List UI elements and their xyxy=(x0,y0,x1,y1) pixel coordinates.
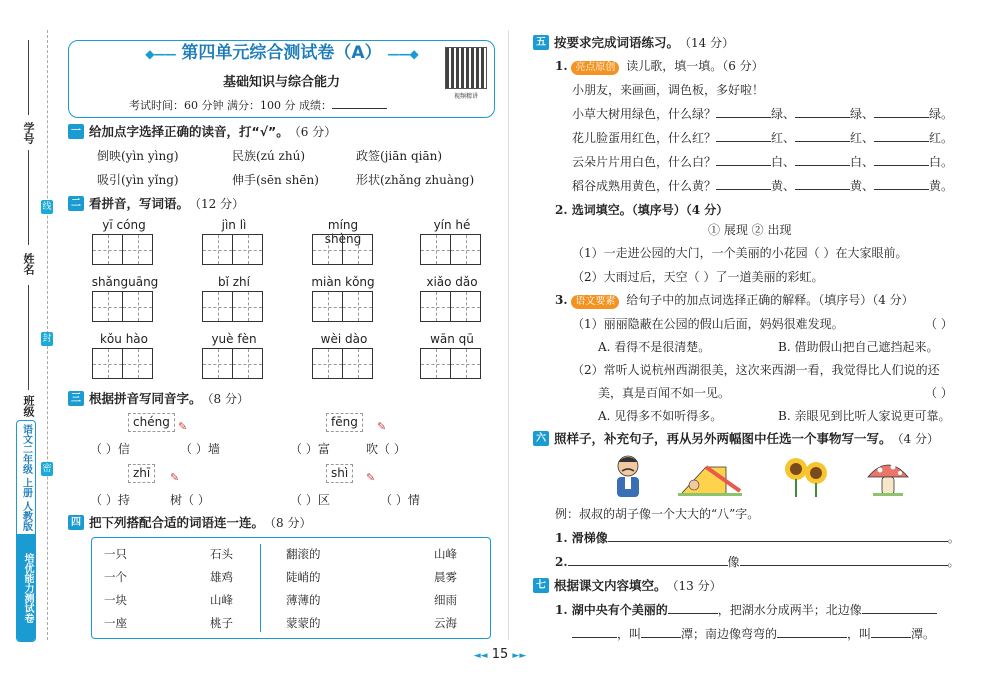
color-word: 绿。 xyxy=(929,107,954,121)
section-number: 三 xyxy=(68,391,84,406)
section-5-header xyxy=(533,33,734,51)
answer-blank[interactable] xyxy=(568,553,728,566)
title-decoration-left: ◆—— xyxy=(145,47,176,61)
page-number: 15 xyxy=(491,647,509,662)
section-7-header xyxy=(533,576,722,594)
section-points: （13 分） xyxy=(666,578,722,593)
matching-box xyxy=(91,537,491,639)
q2-sentence[interactable]: （2）大雨过后，天空（ ）了一道美丽的彩虹。 xyxy=(572,270,824,284)
uncle-mustache-illustration xyxy=(605,452,651,498)
pencil-icon: ✎ xyxy=(178,420,188,433)
page-number-row xyxy=(0,647,1000,662)
section-number: 五 xyxy=(533,35,549,50)
section-points: （6 分） xyxy=(288,124,337,139)
color-blank[interactable] xyxy=(795,153,850,166)
pinyin-label: miàn kǒng xyxy=(311,275,375,289)
match-word[interactable]: 一座 xyxy=(104,616,127,630)
poem-line: 小朋友，来画画，调色板，多好啦！ xyxy=(572,83,765,97)
s7-line-2 xyxy=(572,625,935,642)
homophone-blank[interactable]: （ ）富 xyxy=(290,442,330,456)
section-points: （14 分） xyxy=(679,35,735,50)
match-word[interactable]: 雄鸡 xyxy=(210,570,233,584)
pinyin-prompt: fēng xyxy=(326,413,363,432)
color-word: 黄、 xyxy=(771,179,796,193)
q3-option[interactable]: B. 亲眼见到比听人家说更可靠。 xyxy=(778,409,951,423)
color-blank[interactable] xyxy=(874,153,929,166)
pencil-icon: ✎ xyxy=(366,471,376,484)
s6-line-1 xyxy=(555,529,960,546)
color-word: 白。 xyxy=(929,155,954,169)
homophone-blank[interactable]: 树（ ） xyxy=(170,493,210,507)
page-title: 第四单元综合测试卷（A） xyxy=(181,43,382,63)
period: 。 xyxy=(947,531,960,545)
color-word: 黄、 xyxy=(850,179,875,193)
answer-blank[interactable] xyxy=(740,553,948,566)
match-word[interactable]: 细雨 xyxy=(434,593,457,607)
spine-series: 培优能力测试卷 xyxy=(17,534,35,641)
s6-line-1-label: 1. 滑梯像 xyxy=(555,531,608,545)
pinyin-prompt: shì xyxy=(326,464,353,483)
q3-sentence-cont: 美，真是百闻不如一见。 xyxy=(598,386,731,400)
period: 。 xyxy=(947,555,960,569)
prev-arrow-icon: ◄◄ xyxy=(473,651,488,661)
color-word: 白、 xyxy=(771,155,796,169)
writing-grid[interactable] xyxy=(420,234,480,265)
pinyin-label: kǒu hào xyxy=(99,332,148,346)
color-blank[interactable] xyxy=(795,105,850,118)
q1-heading xyxy=(555,57,764,75)
cut-mark-feng: 封 xyxy=(42,334,52,344)
section-number: 一 xyxy=(68,124,84,139)
poem-question: 花儿脸蛋用红色，什么红？ xyxy=(572,131,717,145)
answer-paren[interactable]: （ ） xyxy=(925,317,953,331)
section-title: 给加点字选择正确的读音，打“√”。 xyxy=(89,124,289,139)
match-word[interactable]: 翻滚的 xyxy=(286,547,321,561)
highlight-tag: 语文要素 xyxy=(571,295,619,309)
homophone-blank[interactable]: （ ）持 xyxy=(90,493,130,507)
section-number: 四 xyxy=(68,515,84,530)
score-blank[interactable] xyxy=(332,96,387,109)
color-word: 红、 xyxy=(850,131,875,145)
s1-item[interactable]: 伸手(sēn shēn) xyxy=(232,173,319,187)
pencil-icon: ✎ xyxy=(170,471,180,484)
match-word[interactable]: 一块 xyxy=(104,593,127,607)
exam-info-text: 考试时间：60 分钟 满分：100 分 成绩： xyxy=(129,99,332,112)
poem-question: 云朵片片用白色，什么白？ xyxy=(572,155,717,169)
pinyin-prompt: chéng xyxy=(128,413,175,432)
q3-option[interactable]: B. 借助假山把自己遮挡起来。 xyxy=(778,340,939,354)
pinyin-prompt: zhī xyxy=(128,464,155,483)
qr-code[interactable] xyxy=(445,47,487,99)
homophone-blank[interactable]: （ ）信 xyxy=(90,442,130,456)
s7-text: ，叫 xyxy=(847,627,872,641)
writing-grid[interactable] xyxy=(312,291,372,322)
section-title: 看拼音，写词语。 xyxy=(89,196,190,211)
q3-sentence: （1）丽丽隐蔽在公园的假山后面，妈妈很难发现。 xyxy=(572,317,844,331)
writing-grid[interactable] xyxy=(202,291,262,322)
pinyin-label: shǎnguāng xyxy=(91,275,159,289)
cut-mark-xian: 线 xyxy=(42,202,52,212)
q2-options: ① 展现 ② 出现 xyxy=(708,223,792,237)
book-spine xyxy=(16,420,36,642)
match-word[interactable]: 石头 xyxy=(210,547,233,561)
section-title: 照样子，补充句子，再从另外两幅图中任选一个事物写一写。 xyxy=(554,431,892,446)
q3-option[interactable]: A. 见得多不如听得多。 xyxy=(598,409,723,423)
color-blank[interactable] xyxy=(874,105,929,118)
student-number-label: 学号 xyxy=(22,122,35,144)
q1-text: 读儿歌，填一填。（6 分） xyxy=(626,59,764,73)
writing-grid[interactable] xyxy=(92,291,152,322)
color-blank[interactable] xyxy=(716,129,771,142)
answer-blank[interactable] xyxy=(862,601,937,614)
poem-line xyxy=(572,177,953,194)
pinyin-label: bǐ zhí xyxy=(217,275,250,289)
section-title: 把下列搭配合适的词语连一连。 xyxy=(89,515,265,530)
section-points: （8 分） xyxy=(264,515,312,530)
name-line-top xyxy=(28,150,29,245)
section-6-header xyxy=(533,429,939,447)
mushroom-illustration xyxy=(865,457,911,497)
homophone-blank[interactable]: （ ）墙 xyxy=(180,442,220,456)
title-decoration-right: ——◆ xyxy=(387,47,418,61)
poem-question: 小草大树用绿色，什么绿？ xyxy=(572,107,717,121)
match-word[interactable]: 晨雾 xyxy=(434,570,457,584)
s6-line-2-mid: 像 xyxy=(727,555,740,569)
color-blank[interactable] xyxy=(874,177,929,190)
match-word[interactable]: 山峰 xyxy=(434,547,457,561)
match-word[interactable]: 山峰 xyxy=(210,593,233,607)
color-word: 红。 xyxy=(929,131,954,145)
section-1-header xyxy=(68,122,336,140)
writing-grid[interactable] xyxy=(202,348,262,379)
writing-grid[interactable] xyxy=(202,234,262,265)
pinyin-label: jìn lì xyxy=(221,218,247,232)
poem-line xyxy=(572,129,953,146)
q3-option[interactable]: A. 看得不是很清楚。 xyxy=(598,340,711,354)
section-number: 二 xyxy=(68,196,84,211)
next-arrow-icon: ►► xyxy=(512,651,527,661)
match-word[interactable]: 一只 xyxy=(104,547,127,561)
s1-item[interactable]: 民族(zú zhú) xyxy=(232,149,306,163)
name-label: 姓名 xyxy=(22,253,35,275)
section-title: 根据课文内容填空。 xyxy=(554,578,667,593)
homophone-blank[interactable]: 吹（ ） xyxy=(366,442,406,456)
section-title: 根据拼音写同音字。 xyxy=(89,391,202,406)
color-blank[interactable] xyxy=(795,177,850,190)
exam-info xyxy=(129,96,387,113)
answer-blank[interactable] xyxy=(641,625,681,638)
answer-blank[interactable] xyxy=(608,529,948,542)
s1-item[interactable]: 政签(jiān qiān) xyxy=(356,149,443,163)
color-blank[interactable] xyxy=(716,153,771,166)
color-blank[interactable] xyxy=(795,129,850,142)
match-word[interactable]: 蒙蒙的 xyxy=(286,616,321,630)
q3-number: 3. xyxy=(555,293,568,307)
section-points: （4 分） xyxy=(891,431,939,446)
q3-heading xyxy=(555,291,914,309)
title-box xyxy=(68,40,495,118)
color-word: 绿、 xyxy=(850,107,875,121)
writing-grid[interactable] xyxy=(420,291,480,322)
q2-heading: 2. 选词填空。（填序号）（4 分） xyxy=(555,203,729,217)
s1-item[interactable]: 吸引(yìn yǐng) xyxy=(97,173,179,187)
match-word[interactable]: 桃子 xyxy=(210,616,233,630)
q3-sentence: （2）常听人说杭州西湖很美，这次来西湖一看，我觉得比人们说的还 xyxy=(572,363,940,377)
pinyin-label: wèi dào xyxy=(320,332,368,346)
student-number-line xyxy=(28,40,29,115)
writing-grid[interactable] xyxy=(420,348,480,379)
section-points: （8 分） xyxy=(201,391,249,406)
pinyin-label: yī cóng xyxy=(102,218,146,232)
color-word: 白、 xyxy=(850,155,875,169)
writing-grid[interactable] xyxy=(92,234,152,265)
section-3-header xyxy=(68,389,249,407)
highlight-tag: 亮点原创 xyxy=(571,61,619,75)
writing-grid[interactable] xyxy=(312,234,372,265)
section-points: （12 分） xyxy=(189,196,245,211)
match-word[interactable]: 云海 xyxy=(434,616,457,630)
page-divider xyxy=(508,30,509,640)
spine-grade: 语文二年级 上册 人教版 xyxy=(20,424,32,531)
homophone-blank[interactable]: （ ）区 xyxy=(290,493,330,507)
poem-line xyxy=(572,105,953,122)
section-title: 按要求完成词语练习。 xyxy=(554,35,680,50)
page-subtitle: 基础知识与综合能力 xyxy=(222,75,340,90)
sunflower-illustration xyxy=(782,455,830,497)
s6-line-2-label: 2. xyxy=(555,555,568,569)
class-line xyxy=(28,285,29,390)
writing-grid[interactable] xyxy=(312,348,372,379)
match-word[interactable]: 一个 xyxy=(104,570,127,584)
color-word: 红、 xyxy=(771,131,796,145)
s7-text: 潭；南边像弯弯的 xyxy=(681,627,778,641)
answer-blank[interactable] xyxy=(871,625,911,638)
color-blank[interactable] xyxy=(716,105,771,118)
cut-mark-mi: 密 xyxy=(42,464,52,474)
poem-line xyxy=(572,153,953,170)
homophone-blank[interactable]: （ ）情 xyxy=(380,493,420,507)
q1-number: 1. xyxy=(555,59,568,73)
pinyin-label: xiǎo dǎo xyxy=(426,275,478,289)
s6-line-2 xyxy=(555,553,960,570)
s7-text: ，叫 xyxy=(617,627,642,641)
pinyin-label: yín hé xyxy=(433,218,471,232)
s7-line-1-text: 1. 湖中央有个美丽的 xyxy=(555,603,668,617)
class-label: 班级 xyxy=(22,395,35,417)
s7-line-1 xyxy=(555,601,937,618)
section-number: 七 xyxy=(533,578,549,593)
s7-text: 潭。 xyxy=(911,627,936,641)
section-4-header xyxy=(68,513,311,531)
color-blank[interactable] xyxy=(716,177,771,190)
q3-text: 给句子中的加点词选择正确的解释。（填序号）（4 分） xyxy=(626,293,914,307)
qr-caption: 视频精讲 xyxy=(453,93,478,100)
color-word: 绿、 xyxy=(771,107,796,121)
slide-illustration xyxy=(676,457,744,497)
matching-divider xyxy=(260,544,261,632)
writing-grid[interactable] xyxy=(92,348,152,379)
s7-line-1-cont: ，把湖水分成两半；北边像 xyxy=(717,603,862,617)
s1-item[interactable]: 形状(zhǎng zhuàng) xyxy=(356,173,475,187)
pinyin-label: míng shèng xyxy=(324,218,362,246)
match-word[interactable]: 陡峭的 xyxy=(286,570,321,584)
section-number: 六 xyxy=(533,431,549,446)
answer-blank[interactable] xyxy=(668,601,718,614)
color-word: 黄。 xyxy=(929,179,954,193)
pencil-icon: ✎ xyxy=(377,420,387,433)
answer-blank[interactable] xyxy=(572,625,617,638)
title-row xyxy=(69,38,494,63)
answer-paren[interactable]: （ ） xyxy=(925,386,953,400)
pinyin-label: yuè fèn xyxy=(211,332,257,346)
section-2-header xyxy=(68,194,244,212)
poem-question: 稻谷成熟用黄色，什么黄？ xyxy=(572,179,717,193)
match-word[interactable]: 薄薄的 xyxy=(286,593,321,607)
s6-example: 例：叔叔的胡子像一个大大的“八”字。 xyxy=(555,507,760,521)
color-blank[interactable] xyxy=(874,129,929,142)
qr-code-icon xyxy=(445,47,487,89)
answer-blank[interactable] xyxy=(777,625,847,638)
s1-item[interactable]: 倒映(yìn yìng) xyxy=(97,149,179,163)
q2-sentence[interactable]: （1）一走进公园的大门，一个美丽的小花园（ ）在大家眼前。 xyxy=(572,246,908,260)
pinyin-label: wān qū xyxy=(430,332,474,346)
